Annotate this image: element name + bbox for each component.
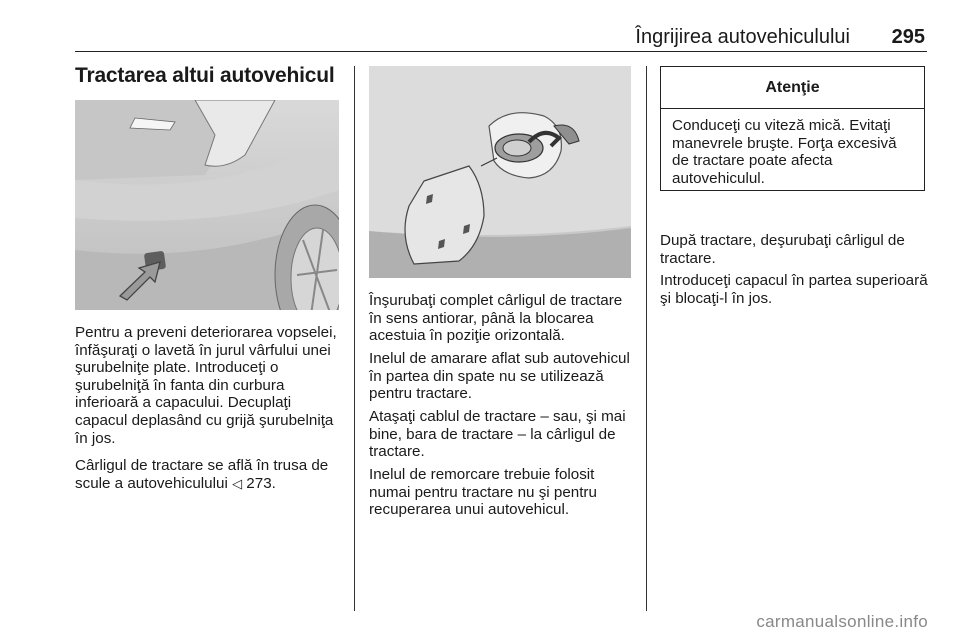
col1-paragraph-1: Pentru a preveni deteriorarea vopselei, înfăşuraţi o lavetă în jurul vârfului unei şurubelniţe plate. Introduceţi o şurubelniţă în fanta din curbura inferioară a capacului. Decuplaţi capacul deplasând cu grijă şurubelniţa în jos. xyxy=(75,324,337,447)
col1-paragraph-2-text: Cârligul de tractare se află în trusa de scule a autovehiculului xyxy=(75,457,329,492)
col2-paragraph-3: Ataşaţi cablul de tractare – sau, şi mai bine, bara de tractare – la cârligul de tractare. xyxy=(369,408,626,461)
header-title: Îngrijirea autovehiculului xyxy=(635,26,850,48)
figure-rear-bumper xyxy=(75,100,339,310)
section-title: Tractarea altui autovehicul xyxy=(75,64,335,87)
col1-paragraph-2 xyxy=(75,457,343,492)
col2-paragraph-2: Inelul de amarare aflat sub autovehicul în partea din spate nu se utilizează pentru tractare. xyxy=(369,350,630,403)
col3-paragraph-2: Introduceţi capacul în partea superioară şi blocaţi-l în jos. xyxy=(660,272,928,307)
warning-box xyxy=(660,66,925,191)
col1-paragraph-2-ref: 273. xyxy=(246,474,276,492)
col2-paragraph-1: Înşurubaţi complet cârligul de tractare în sens antiorar, până la blocarea acestuia în poziţie orizontală. xyxy=(369,292,623,345)
cross-reference-icon: ◁ xyxy=(232,475,243,491)
column-divider-2 xyxy=(646,66,647,611)
warning-heading: Atenţie xyxy=(661,67,924,109)
col2-paragraph-4: Inelul de remorcare trebuie folosit numai pentru tractare nu şi pentru recuperarea unui autovehicul. xyxy=(369,466,597,519)
col3-paragraph-1: După tractare, deşurubaţi cârligul de tractare. xyxy=(660,232,905,267)
header-divider xyxy=(75,51,927,52)
warning-text: Conduceţi cu viteză mică. Evitaţi manevrele bruşte. Forţa excesivă de tractare poate afecta autovehiculul. xyxy=(672,117,897,187)
watermark: carmanualsonline.info xyxy=(756,612,928,631)
figure-tow-hook xyxy=(369,66,631,278)
page-number: 295 xyxy=(891,26,925,48)
column-divider-1 xyxy=(354,66,355,611)
